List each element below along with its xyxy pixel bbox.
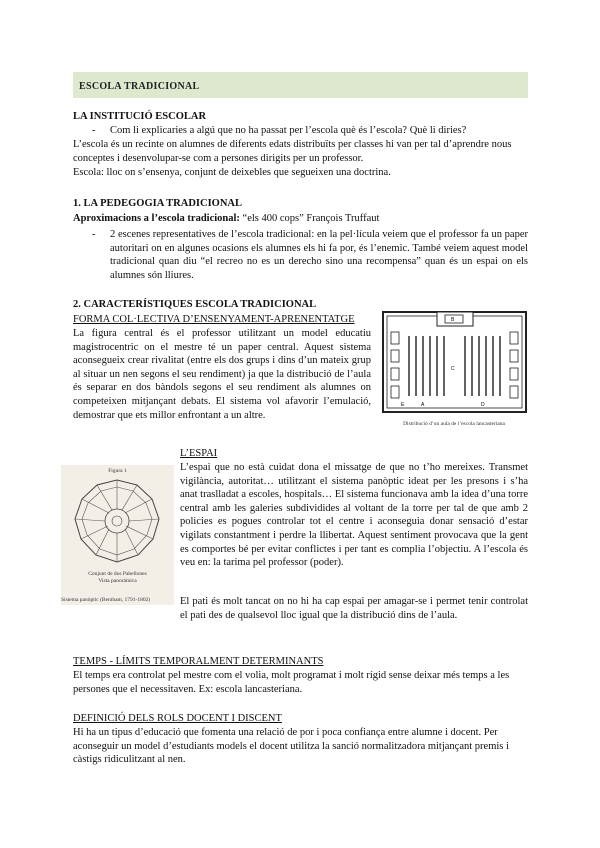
panopticon-figure-text: Conjunt de dos Pabellones (88, 571, 147, 577)
heading-caracteristiques: 2. CARACTERÍSTIQUES ESCOLA TRADICIONAL (73, 299, 317, 310)
aproximacions-label: Aproximacions a l’escola tradicional: (73, 213, 240, 224)
plan-label: B (451, 317, 455, 323)
panopticon-figure (61, 465, 174, 605)
plan-label: D (481, 402, 485, 408)
section-banner (73, 72, 528, 98)
banner-title: ESCOLA TRADICIONAL (79, 81, 200, 92)
plan-label: E (401, 402, 405, 408)
lancaster-classroom-figure (381, 310, 528, 420)
paragraph-forma-collectiva: La figura central és el professor utilitzant un model educatiu magistrocentric on el mestre té un paper central. Aquest sistema aconsegueix crear rivalitat (entre els dos grups i dins d’un mateix grup al situar un nen segons el seu rendiment) ja que la distribució de l’aula és separar en dos bàndols segons el seu rendiment als alumnes on competeixen mitjançant debats. El sistema vol afavorir l’emulació, demostrar que ets millor enfrontant a un altre. (73, 328, 371, 421)
panopticon-plan-drawing (67, 477, 167, 567)
aproximacions-film: “els 400 cops” François Truffaut (239, 213, 380, 224)
paragraph-escola: L’escola és un recinte on alumnes de diferents edats distribuïts per classes hi van per tal d’aprendre nous conceptes i desenvolupar-se com a persones dirigits per un professor. (73, 139, 512, 164)
heading-institucio: LA INSTITUCIÓ ESCOLAR (73, 111, 207, 122)
plan-label: C (451, 366, 455, 372)
panopticon-figure-text: Vista panorámica (98, 578, 137, 584)
panopticon-figure-caption: Sistema panòptic (Bentham, 1791-1802) (61, 597, 151, 603)
subheading-forma-collectiva: FORMA COL·LECTIVA D’ENSENYAMENT-APRENENTATGE (73, 314, 355, 325)
heading-pedagogia: 1. LA PEDEGOGIA TRADICIONAL (73, 198, 243, 209)
paragraph-pati: El pati és molt tancat on no hi ha cap espai per amagar-se i permet tenir controlat el pati des de qualsevol lloc igual que la distribució dins de l’aula. (180, 596, 528, 621)
lancaster-figure-caption: Distribució d’un aula de l’escola lancasteriana (403, 421, 505, 427)
paragraph-definicio: Escola: lloc on s’ensenya, conjunt de deixebles que segueixen una doctrina. (73, 167, 391, 178)
subheading-temps: TEMPS - LÍMITS TEMPORALMENT DETERMINANTS (73, 656, 324, 667)
plan-label: A (421, 402, 425, 408)
bullet-dash: - (92, 229, 96, 240)
paragraph-temps: El temps era controlat pel mestre com el volia, molt programat i molt rígid sense deixar més temps a les persones que el necessitaven. Ex: escola lancasteriana. (73, 670, 510, 695)
paragraph-espai: L’espai que no està cuidat dona el missatge de que no t’ho mereixes. Transmet vigilància, autoritat… utilitzant el sistema panòptic ideat per les presons i s’ha anat traslladat a escoles, hospitals… El sistema funcionava amb la idea d’una torre central amb les galeries subdividides al voltant de la torre per tal de que amb 2 policies es pogues controlar tot el centre i aconseguia donar sensació d’estar vigilats constantment i perdre la llibertat. Aquest sentiment provocava que la gent es comportes bé per evitar conflictes i per tant es complia l’objectiu. A l’escola és veu en: la tarima pel professor (poder). (180, 462, 528, 569)
subheading-rols: DEFINICIÓ DELS ROLS DOCENT I DISCENT (73, 713, 282, 724)
bullet-dash: - (92, 125, 96, 136)
subheading-aproximacions (73, 212, 528, 226)
panopticon-figure-title: Figura 1 (108, 468, 127, 474)
subheading-espai: L’ESPAI (180, 448, 218, 459)
paragraph-escenes: 2 escenes representatives de l’escola tradicional: en la pel·lícula veiem que el professor fa un paper autoritari on en algunes ocasions els alumnes els hi fa por, és l’enemic. També veiem aquest model tradicional quan diu “el recreo no es un derecho sino una recompensa” quan és un espai on els alumnes són lliures. (110, 229, 528, 281)
question-text: Com li explicaries a algú que no ha passat per l’escola què és l’escola? Què li diries? (110, 125, 467, 136)
paragraph-rols: Hi ha un tipus d’educació que fomenta una relació de por i poca confiança entre alumne i docent. Per aconseguir un model d’estudiants models el docent utilitza la sanció normalitzadora mitjançant premis i càstigs ridiculitzant al nen. (73, 727, 509, 766)
classroom-plan-drawing (381, 310, 528, 420)
